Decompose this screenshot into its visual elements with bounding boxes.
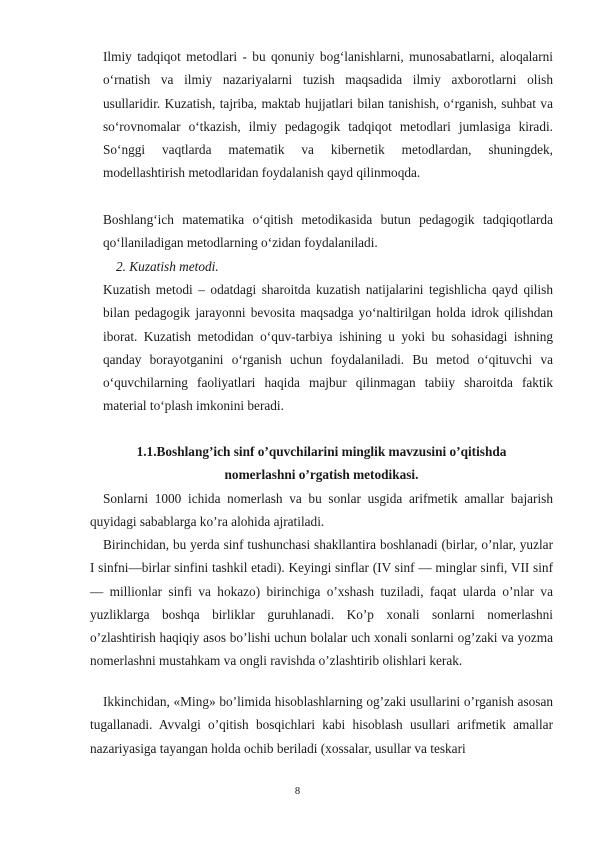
section-heading-line1: 1.1.Boshlang’ich sinf o’quvchilarini minglik mavzusini o’qitishda xyxy=(136,444,507,459)
page-number: 8 xyxy=(294,786,301,797)
section-heading xyxy=(90,440,553,487)
paragraph-second-reason: Ikkinchidan, «Ming» bo’limida hisoblashlarning og’zaki usullarini o’rganish asosan tugallanadi. Avvalgi o’qitish bosqichlari kabi hisoblash usullari arifmetik amallar nazariyasiga tayangan holda ochib beriladi (xossalar, usullar va teskari xyxy=(90,694,553,756)
paragraph-primary-math-methods: Boshlang‘ich matematika o‘qitish metodikasida butun pedagogik tadqiqotlarda qo‘llaniladigan metodlarning o‘zidan foydalaniladi. xyxy=(103,212,553,251)
paragraph-observation-method: Kuzatish metodi – odatdagi sharoitda kuzatish natijalarini tegishlicha qayd qilish bilan pedagogik jarayonni bevosita maqsadga yo‘naltirilgan holda idrok qilishdan iborat. Kuzatish metodidan o‘quv-tarbiya ishining u yoki bu sohasidagi ishning qanday borayotganini o‘rganish uchun foydalaniladi. Bu metod o‘qituvchi va o‘quvchilarning faoliyatlari haqida majbur qilinmagan tabiiy sharoitda faktik material to‘plash imkonini beradi. xyxy=(103,282,553,414)
paragraph-numbering-intro: Sonlarni 1000 ichida nomerlash va bu sonlar usgida arifmetik amallar bajarish quyidagi sabablarga ko’ra alohida ajratiladi. xyxy=(90,491,553,530)
section-heading-line2: nomerlashni o’rgatish metodikasi. xyxy=(224,467,419,483)
paragraph-research-methods: Ilmiy tadqiqot metodlari - bu qonuniy bog‘lanishlarni, munosabatlarni, aloqalarni o‘rnatish va ilmiy nazariyalarni tuzish maqsadida ilmiy axborotlarni olish usullaridir. Kuzatish, tajriba, maktab hujjatlari bilan tanishish, o‘rganish, suhbat va so‘rovnomalar o‘tkazish, ilmiy pedagogik tadqiqot metodlari jumlasiga kiradi. So‘nggi vaqtlarda matematik va kibernetik metodlardan, shuningdek, modellashtirish metodlaridan foydalanish qayd qilinmoqda. xyxy=(103,49,553,181)
paragraph-first-reason: Birinchidan, bu yerda sinf tushunchasi shakllantira boshlanadi (birlar, o’nlar, yuzlar I sinfni—birlar sinfini tashkil etadi). Keyingi sinflar (IV sinf — minglar sinfi, VII sinf — millionlar sinfi va hokazo) birinchiga o’xshash tuziladi, faqat ularda o’nlar va yuzliklarga boshqa birliklar guruhlanadi. Ko’p xonali sonlarni nomerlashni o’zlashtirish haqiqiy asos bo’lishi uchun bolalar uch xonali sonlarni og’zaki va yozma nomerlashni mustahkam va ongli ravishda o’zlashtirib olishlari kerak. xyxy=(90,537,553,669)
subheading-observation-method: 2. Kuzatish metodi. xyxy=(116,259,219,274)
